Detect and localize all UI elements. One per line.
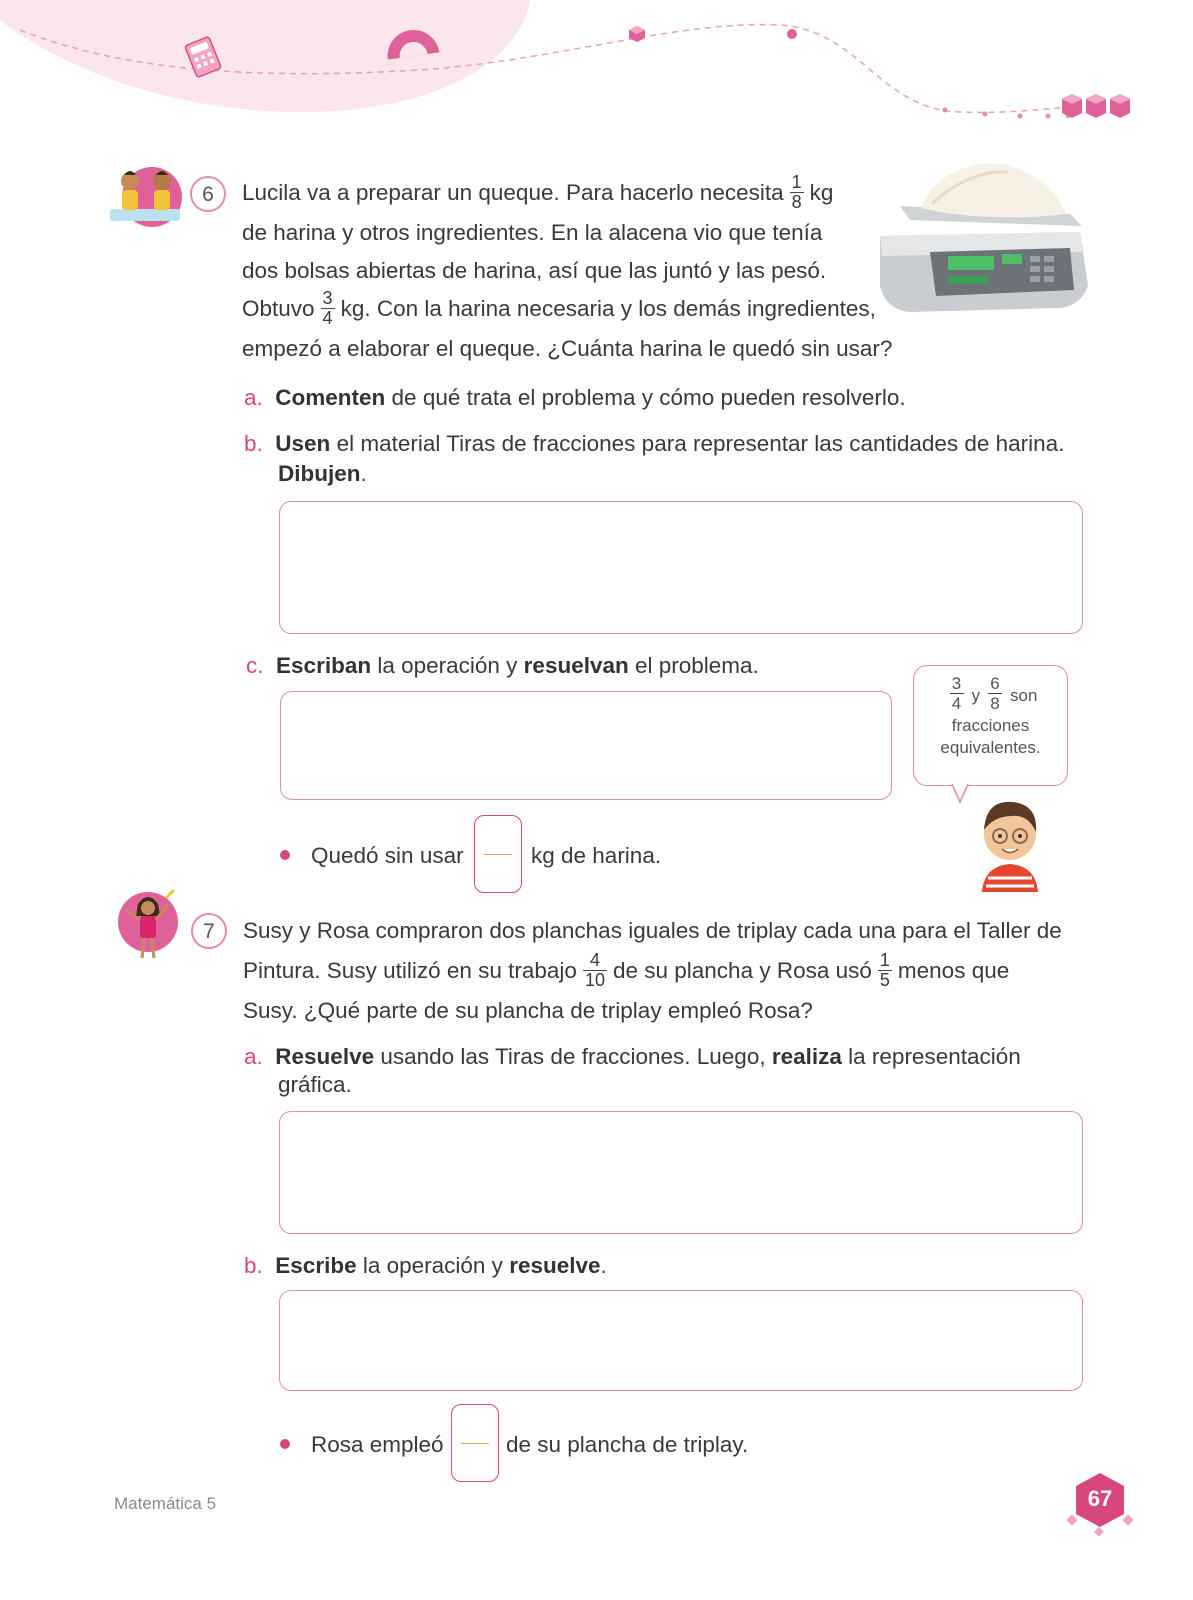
item-verb: Usen — [275, 431, 331, 456]
problem-7-text: de su plancha y Rosa usó — [612, 958, 872, 983]
pin-icon — [782, 24, 802, 44]
fraction-numerator: 6 — [990, 674, 1000, 693]
speech-bubble-tail — [950, 784, 974, 804]
item-verb: Escriban — [276, 653, 372, 678]
problem-7-item-b — [244, 1246, 607, 1285]
item-text: la operación y — [356, 1253, 510, 1278]
cube-icon — [627, 24, 647, 44]
item-text: de qué trata el problema y cómo pueden resolverlo. — [385, 385, 906, 410]
item-verb: Comenten — [275, 385, 386, 410]
girl-illustration — [114, 886, 184, 962]
item-letter: b. — [244, 1253, 263, 1278]
problem-6-line3: dos bolsas abiertas de harina, así que las juntó y las pesó. — [242, 258, 827, 283]
answer-box-7a[interactable] — [279, 1111, 1083, 1234]
fraction-numerator: 3 — [322, 287, 333, 308]
bullet-icon — [280, 1439, 290, 1449]
item-letter: a. — [244, 385, 263, 410]
fraction-denominator: 8 — [990, 694, 1000, 713]
problem-6-number: 6 — [190, 176, 226, 212]
problem-6-line2: de harina y otros ingredientes. En la alacena vio que tenía — [242, 220, 823, 245]
problem-6-item-b-line2 — [278, 454, 367, 493]
page-number: 67 — [1087, 1486, 1113, 1511]
boy-illustration — [972, 794, 1048, 892]
item-verb: resuelve — [509, 1253, 601, 1278]
fraction-denominator: 4 — [951, 694, 962, 713]
fraction-numerator: 1 — [879, 949, 890, 970]
answer-box-7b[interactable] — [279, 1290, 1083, 1391]
fraction-blank-7[interactable] — [451, 1404, 499, 1482]
item-text: el problema. — [628, 653, 759, 678]
item-letter: b. — [244, 431, 263, 456]
problem-7-line3: Susy. ¿Qué parte de su plancha de triplay empleó Rosa? — [243, 998, 813, 1023]
problem-6-text: kg — [809, 180, 834, 205]
problem-6-line1 — [242, 173, 833, 214]
protractor-icon — [383, 22, 443, 62]
fraction-numerator: 4 — [589, 949, 600, 970]
bubble-text: fracciones — [951, 716, 1030, 735]
item-letter: c. — [246, 653, 264, 678]
page-number-badge — [1064, 1470, 1136, 1536]
problem-6-line5: empezó a elaborar el queque. ¿Cuánta harina le quedó sin usar? — [242, 336, 893, 361]
fraction-denominator: 5 — [879, 969, 890, 990]
scale-illustration — [870, 156, 1092, 320]
kids-illustration — [104, 163, 184, 227]
problem-6-line4 — [242, 289, 876, 330]
problem-6-text: kg. Con la harina necesaria y los demás ingredientes, — [340, 296, 876, 321]
speech-bubble — [913, 665, 1068, 786]
problem-6-text: Lucila va a preparar un queque. Para hacerlo necesita — [242, 180, 784, 205]
problem-6-answer-pre: Quedó sin usar — [311, 843, 464, 868]
fraction-numerator: 1 — [791, 171, 802, 192]
item-verb: Resuelve — [275, 1044, 375, 1069]
item-verb: resuelvan — [523, 653, 629, 678]
problem-7-line1: Susy y Rosa compraron dos planchas iguales de triplay cada una para el Taller de — [243, 918, 1062, 943]
problem-6-text: Obtuvo — [242, 296, 315, 321]
fraction-denominator: 8 — [791, 191, 802, 212]
item-text: . — [360, 461, 367, 486]
problem-7-item-a-line2: gráfica. — [278, 1072, 352, 1097]
problem-6-item-a — [244, 378, 906, 417]
fraction — [950, 674, 964, 713]
item-text: usando las Tiras de fracciones. Luego, — [374, 1044, 772, 1069]
cubes-icon — [1060, 92, 1132, 120]
fraction-denominator: 10 — [584, 969, 605, 990]
problem-6-item-b — [244, 424, 1064, 463]
item-letter: a. — [244, 1044, 263, 1069]
answer-box-6c[interactable] — [280, 691, 892, 800]
item-text: el material Tiras de fracciones para representar las cantidades de harina. — [330, 431, 1065, 456]
fraction — [321, 289, 335, 328]
fraction — [583, 951, 607, 990]
problem-6-answer-post: kg de harina. — [531, 843, 662, 868]
problem-7-text: Pintura. Susy utilizó en su trabajo — [243, 958, 577, 983]
fraction — [790, 173, 804, 212]
problem-7-item-a — [244, 1037, 1021, 1076]
bubble-text: son — [1010, 685, 1038, 705]
problem-7-number: 7 — [191, 913, 227, 949]
problem-7-text: menos que — [897, 958, 1010, 983]
answer-box-6b[interactable] — [279, 501, 1083, 634]
bubble-text: y — [971, 685, 981, 705]
item-text: . — [600, 1253, 607, 1278]
bullet-icon — [280, 850, 290, 860]
problem-7-answer-post: de su plancha de triplay. — [506, 1432, 749, 1457]
calculator-icon — [182, 36, 224, 78]
fraction — [988, 674, 1002, 713]
item-text: la operación y — [371, 653, 524, 678]
item-verb: Escribe — [275, 1253, 357, 1278]
problem-7-line2 — [243, 951, 1009, 992]
fraction — [878, 951, 892, 990]
problem-6-item-c — [246, 646, 759, 685]
header-decoration — [0, 0, 1193, 140]
bubble-text: equivalentes. — [940, 738, 1041, 757]
fraction-numerator: 3 — [951, 674, 962, 693]
item-text: la representación — [841, 1044, 1021, 1069]
fraction-denominator: 4 — [322, 307, 333, 328]
footer-book-title: Matemática 5 — [114, 1494, 217, 1513]
problem-7-answer-pre: Rosa empleó — [311, 1432, 444, 1457]
fraction-blank-6[interactable] — [474, 815, 522, 893]
item-verb: Dibujen — [278, 461, 361, 486]
item-verb: realiza — [771, 1044, 842, 1069]
